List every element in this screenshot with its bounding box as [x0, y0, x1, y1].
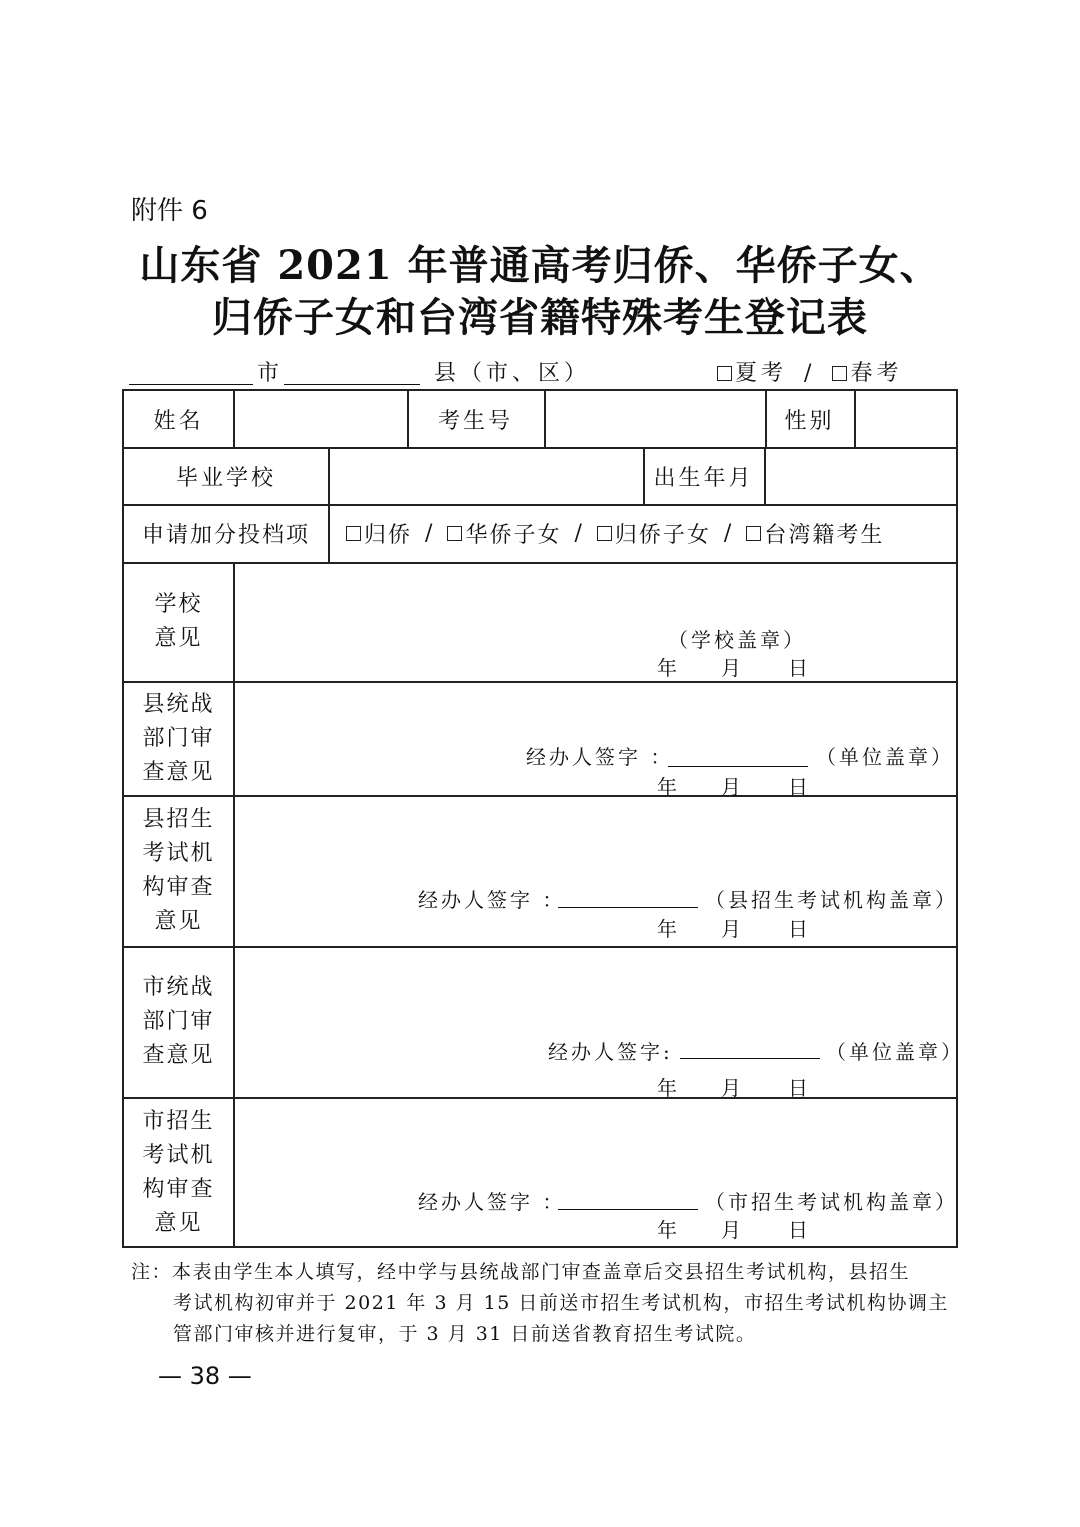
label-line: 查意见: [142, 1043, 215, 1068]
option-overseas-child: 华侨子女: [465, 523, 562, 548]
summer-exam-label: 夏考: [735, 361, 788, 386]
footnote-line: 考试机构初审并于 2021 年 3 月 15 日前送市招生考试机构，市招生考试机构协调主: [173, 1292, 949, 1314]
name-label: 姓名: [153, 408, 204, 434]
signature-line[interactable]: [668, 766, 808, 767]
county-exam-stamp-note: （县招生考试机构盖章）: [705, 888, 958, 912]
option-returned-overseas-child: 归侨子女: [614, 523, 711, 548]
label-line: 意见: [154, 626, 203, 651]
school-stamp-note: （学校盖章）: [668, 628, 806, 652]
exam-number-label: 考生号: [437, 408, 513, 434]
year-label: 年: [657, 1076, 680, 1100]
row-divider: [124, 562, 956, 564]
year-label: 年: [657, 1218, 680, 1242]
birth-date-field[interactable]: [766, 448, 956, 504]
option-separator: /: [425, 521, 435, 546]
label-line: 考试机: [142, 1143, 215, 1168]
label-line: 构审查: [142, 1177, 215, 1202]
registration-form: [122, 389, 964, 1248]
unit-stamp-note: （单位盖章）: [816, 745, 954, 769]
county-label: 县（市、区）: [434, 361, 591, 386]
county-exam-opinion-label: [124, 796, 233, 946]
year-label: 年: [657, 917, 680, 941]
location-line: [129, 356, 959, 386]
name-field[interactable]: [235, 391, 407, 447]
label-line: 市招生: [142, 1109, 215, 1134]
bonus-options: [330, 505, 956, 562]
signature-line[interactable]: [558, 907, 698, 908]
unit-stamp-note: （单位盖章）: [826, 1040, 964, 1064]
label-line: 县统战: [142, 691, 215, 717]
day-label: 日: [788, 656, 811, 680]
month-label: 月: [721, 917, 744, 941]
page-title-line-1: 山东省 2021 年普通高考归侨、华侨子女、: [139, 242, 941, 289]
county-ufw-opinion-label: [124, 682, 233, 795]
handler-signature-label: 经办人签字 ：: [418, 1190, 566, 1214]
day-label: 日: [788, 775, 811, 799]
exam-type-separator: /: [804, 361, 816, 386]
label-line: 考试机: [142, 841, 215, 866]
returned-overseas-checkbox[interactable]: [346, 526, 361, 541]
row-divider: [124, 795, 956, 797]
label-line: 部门审: [142, 725, 215, 751]
footnote: [131, 1257, 961, 1350]
month-label: 月: [721, 656, 744, 680]
city-exam-opinion-label: [124, 1098, 233, 1248]
month-label: 月: [721, 1076, 744, 1100]
school-field[interactable]: [330, 448, 643, 504]
handler-signature-label: 经办人签字 ：: [418, 888, 566, 912]
exam-number-field[interactable]: [546, 391, 765, 447]
day-label: 日: [788, 1218, 811, 1242]
option-separator: /: [723, 521, 734, 546]
row-divider: [124, 1097, 956, 1099]
label-line: 查意见: [142, 759, 215, 785]
label-line: 意见: [154, 1211, 203, 1236]
month-label: 月: [721, 775, 744, 799]
col-divider: [233, 562, 235, 1248]
returned-overseas-child-checkbox[interactable]: [597, 526, 612, 541]
signature-line[interactable]: [558, 1209, 698, 1210]
label-line: 县招生: [142, 807, 215, 832]
city-ufw-opinion-label: [124, 947, 233, 1097]
option-returned-overseas: 归侨: [364, 523, 413, 548]
gender-label: 性别: [784, 408, 835, 434]
school-opinion-label: [124, 563, 233, 681]
handler-signature-label: 经办人签字 ：: [526, 745, 674, 769]
day-label: 日: [788, 1076, 811, 1100]
page-title-line-2: 归侨子女和台湾省籍特殊考生登记表: [212, 294, 868, 341]
exam-type-selector: [717, 356, 902, 387]
signature-line[interactable]: [680, 1058, 820, 1059]
month-label: 月: [721, 1218, 744, 1242]
option-separator: /: [574, 521, 584, 546]
gender-field[interactable]: [856, 391, 956, 447]
handler-signature-label: 经办人签字:: [548, 1040, 673, 1064]
footnote-line: 管部门审核并进行复审，于 3 月 31 日前送省教育招生考试院。: [173, 1323, 757, 1345]
row-divider: [124, 946, 956, 948]
label-line: 构审查: [142, 875, 215, 900]
year-label: 年: [657, 775, 680, 799]
label-line: 市统战: [142, 975, 215, 1000]
row-divider: [124, 681, 956, 683]
summer-exam-checkbox[interactable]: [717, 366, 732, 381]
city-exam-stamp-note: （市招生考试机构盖章）: [705, 1190, 958, 1214]
county-blank[interactable]: [284, 384, 420, 385]
label-line: 意见: [154, 909, 203, 934]
overseas-child-checkbox[interactable]: [447, 526, 462, 541]
city-label: 市: [257, 361, 284, 386]
label-line: 学校: [154, 592, 203, 617]
spring-exam-label: 春考: [850, 361, 903, 386]
footnote-line: 注：本表由学生本人填写，经中学与县统战部门审查盖章后交县招生考试机构，县招生: [131, 1261, 911, 1283]
attachment-label: 附件 6: [131, 196, 208, 226]
school-label: 毕业学校: [175, 465, 276, 491]
bonus-item-label: 申请加分投档项: [141, 523, 310, 548]
taiwan-student-checkbox[interactable]: [746, 526, 761, 541]
option-taiwan-student: 台湾籍考生: [764, 523, 885, 548]
day-label: 日: [788, 917, 811, 941]
birth-date-label: 出生年月: [653, 465, 754, 491]
label-line: 部门审: [142, 1009, 215, 1034]
city-blank[interactable]: [129, 384, 253, 385]
page-number: — 38 —: [158, 1362, 252, 1390]
spring-exam-checkbox[interactable]: [832, 366, 847, 381]
year-label: 年: [657, 656, 680, 680]
